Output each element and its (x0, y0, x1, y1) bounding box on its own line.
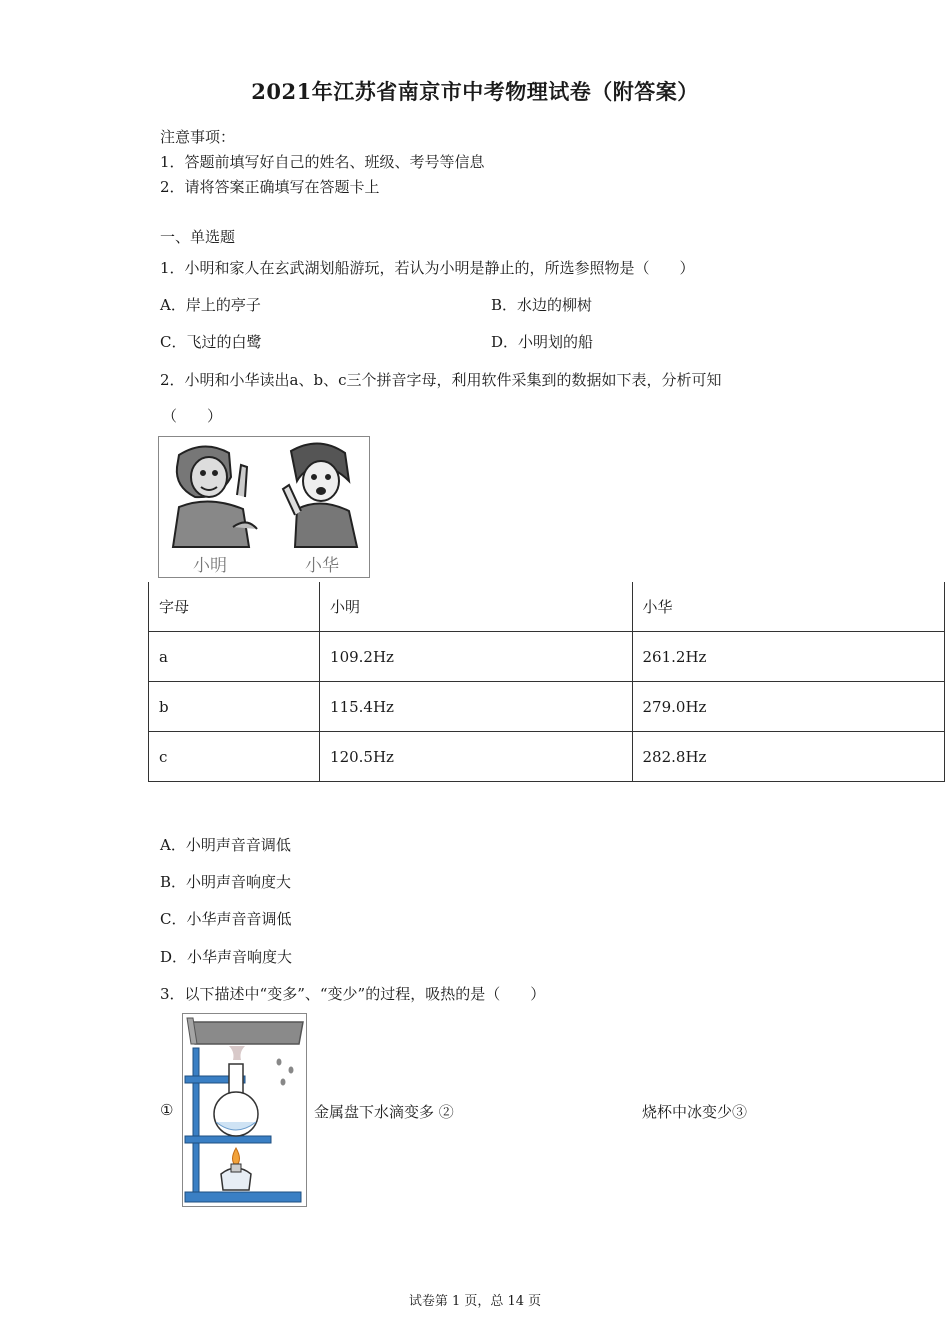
table-cell: 279.0Hz (632, 682, 945, 732)
section-heading: 一、单选题 (160, 228, 236, 246)
frequency-table (148, 582, 945, 782)
table-header-cell: 小明 (320, 582, 632, 632)
table-cell: a (149, 632, 320, 682)
q3-caption-1: 金属盘下水滴变多 ② (314, 1103, 454, 1121)
q3-stem: 3．以下描述中“变多”、“变少”的过程，吸热的是（ ） (160, 985, 546, 1003)
q3-marker-1: ① (160, 1101, 174, 1119)
table-header-row (149, 582, 945, 632)
table-cell: 261.2Hz (632, 632, 945, 682)
q1-option-b: B．水边的柳树 (491, 296, 593, 314)
q2-option-d: D．小华声音响度大 (160, 948, 293, 966)
table-cell: c (149, 732, 320, 782)
page-footer: 试卷第 1 页，总 14 页 (408, 1294, 542, 1309)
q2-stem: 2．小明和小华读出a、b、c三个拼音字母，利用软件采集到的数据如下表，分析可知 (160, 371, 722, 389)
q2-stem-cont: （ ） (162, 407, 223, 425)
table-cell: 109.2Hz (320, 632, 632, 682)
apparatus-drawing (183, 1014, 306, 1206)
table-header-cell: 字母 (149, 582, 320, 632)
notice-heading: 注意事项： (160, 128, 236, 146)
q2-option-a: A．小明声音音调低 (160, 836, 291, 854)
q2-option-c: C．小华声音音调低 (160, 910, 292, 928)
page-title: 2021年江苏省南京市中考物理试卷（附答案） (251, 79, 699, 104)
notice-item-1: 1．答题前填写好自己的姓名、班级、考号等信息 (160, 153, 485, 171)
q2-option-b: B．小明声音响度大 (160, 873, 292, 891)
q1-option-a: A．岸上的亭子 (160, 296, 261, 314)
speakers-illustration (158, 436, 370, 578)
table-cell: b (149, 682, 320, 732)
table-cell: 282.8Hz (632, 732, 945, 782)
table-row (149, 732, 945, 782)
table-header-cell: 小华 (632, 582, 945, 632)
figure-label-xiaoming: 小明 (193, 556, 227, 576)
figure-label-xiaohua: 小华 (305, 556, 339, 576)
q1-stem: 1．小明和家人在玄武湖划船游玩，若认为小明是静止的，所选参照物是（ ） (160, 259, 695, 277)
table-cell: 120.5Hz (320, 732, 632, 782)
q3-caption-2: 烧杯中冰变少③ (642, 1103, 748, 1121)
table-row (149, 632, 945, 682)
q1-option-d: D．小明划的船 (491, 333, 594, 351)
notice-item-2: 2．请将答案正确填写在答题卡上 (160, 178, 380, 196)
table-row (149, 682, 945, 732)
distillation-apparatus-illustration (182, 1013, 307, 1207)
q1-option-c: C．飞过的白鹭 (160, 333, 262, 351)
table-cell: 115.4Hz (320, 682, 632, 732)
